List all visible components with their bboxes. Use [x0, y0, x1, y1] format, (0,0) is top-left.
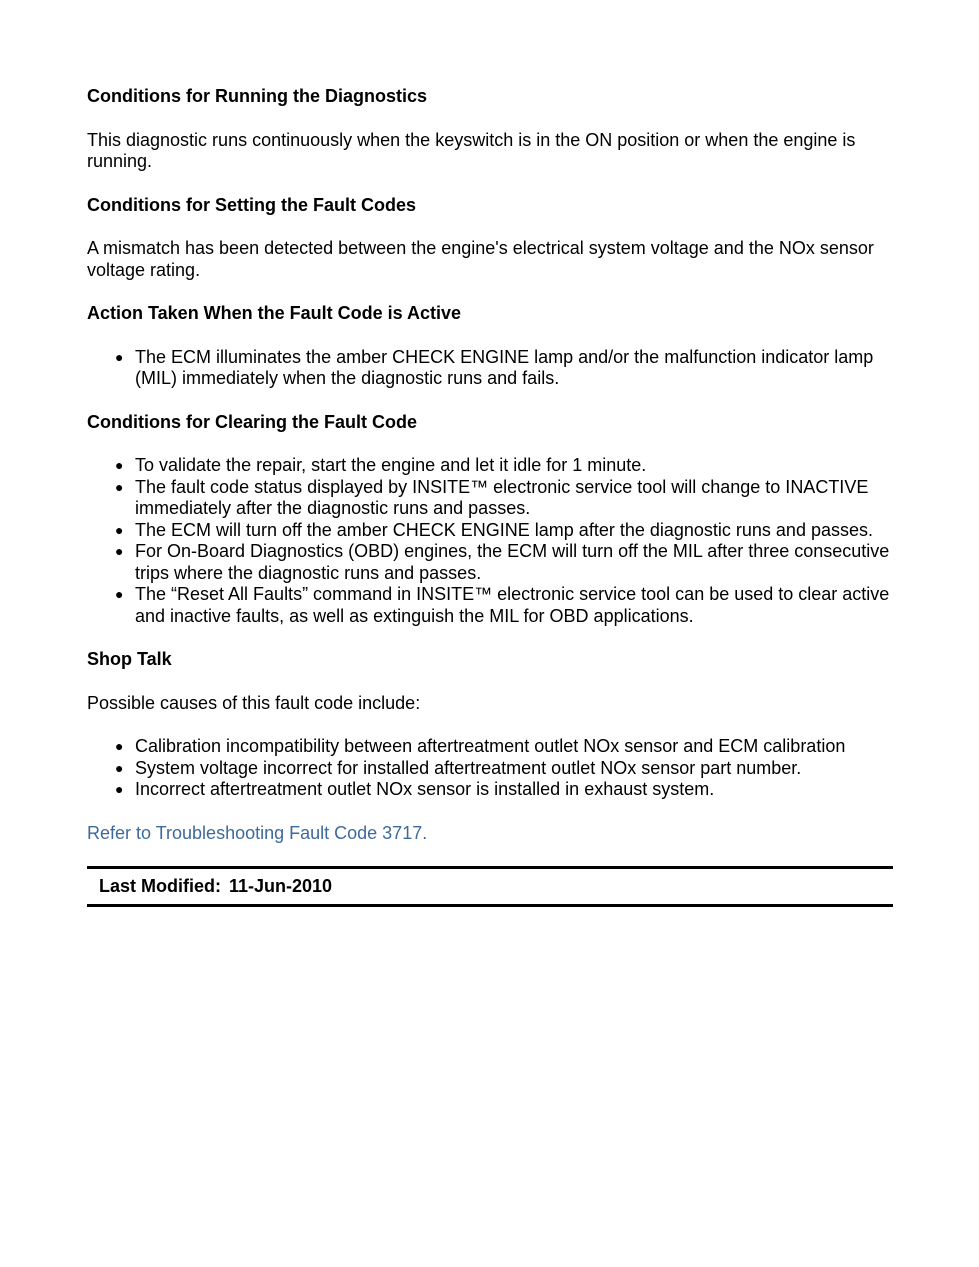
list-item	[115, 584, 893, 627]
heading-setting-fault-codes: Conditions for Setting the Fault Codes	[87, 194, 416, 215]
list-item-text: The ECM will turn off the amber CHECK ENGINE lamp after the diagnostic runs and passes.	[135, 519, 873, 540]
troubleshooting-link[interactable]: Refer to Troubleshooting Fault Code 3717.	[87, 822, 428, 843]
heading-running-diagnostics: Conditions for Running the Diagnostics	[87, 86, 427, 106]
list-item-text: The fault code status displayed by INSITE™ electronic service tool will change to INACTIVE immediately after the diagnostic runs and passes.	[135, 476, 869, 518]
heading-action-taken: Action Taken When the Fault Code is Active	[87, 303, 462, 323]
list-item-text: The ECM illuminates the amber CHECK ENGINE lamp and/or the malfunction indicator lamp (MIL) immediately when the diagnostic runs and fails.	[135, 346, 874, 388]
list-item	[115, 455, 893, 477]
bullet-icon: ●	[115, 543, 124, 559]
bullet-icon: ●	[115, 457, 124, 473]
list-item-text: System voltage incorrect for installed aftertreatment outlet NOx sensor part number.	[135, 757, 802, 778]
last-modified-date: 11-Jun-2010	[229, 876, 333, 896]
list-clearing-fault-code	[87, 455, 893, 627]
paragraph-running-diagnostics: This diagnostic runs continuously when the keyswitch is in the ON position or when the engine is running.	[87, 129, 856, 171]
paragraph-shop-talk-intro: Possible causes of this fault code include:	[87, 692, 421, 713]
bullet-icon: ●	[115, 521, 124, 538]
heading-shop-talk: Shop Talk	[87, 649, 172, 669]
list-item-text: To validate the repair, start the engine and let it idle for 1 minute.	[135, 455, 647, 475]
last-modified-bar	[87, 866, 893, 907]
heading-clearing-fault-code: Conditions for Clearing the Fault Code	[87, 411, 417, 432]
list-item	[115, 736, 893, 758]
list-item-text: The “Reset All Faults” command in INSITE™ electronic service tool can be used to clear active and inactive faults, as well as extinguish the MIL for OBD applications.	[135, 584, 890, 626]
list-item	[115, 346, 893, 390]
bullet-icon: ●	[115, 781, 124, 797]
bullet-icon: ●	[115, 759, 124, 776]
list-item-text: Calibration incompatibility between aftertreatment outlet NOx sensor and ECM calibration	[135, 736, 846, 756]
list-item	[115, 519, 893, 542]
last-modified-label: Last Modified:	[99, 876, 221, 896]
paragraph-setting-fault-codes: A mismatch has been detected between the engine's electrical system voltage and the NOx sensor voltage rating.	[87, 238, 874, 280]
list-possible-causes	[87, 736, 893, 801]
bullet-icon: ●	[115, 348, 124, 365]
list-item-text: For On-Board Diagnostics (OBD) engines, the ECM will turn off the MIL after three consecutive trips where the diagnostic runs and passes.	[135, 541, 890, 583]
bullet-icon: ●	[115, 478, 124, 495]
bullet-icon: ●	[115, 738, 124, 754]
list-item-text: Incorrect aftertreatment outlet NOx sensor is installed in exhaust system.	[135, 779, 715, 799]
bullet-icon: ●	[115, 586, 124, 602]
list-item	[115, 541, 893, 584]
list-item	[115, 476, 893, 520]
list-action-taken	[87, 347, 893, 390]
list-item	[115, 757, 893, 780]
list-item	[115, 779, 893, 801]
document-page	[87, 86, 893, 907]
